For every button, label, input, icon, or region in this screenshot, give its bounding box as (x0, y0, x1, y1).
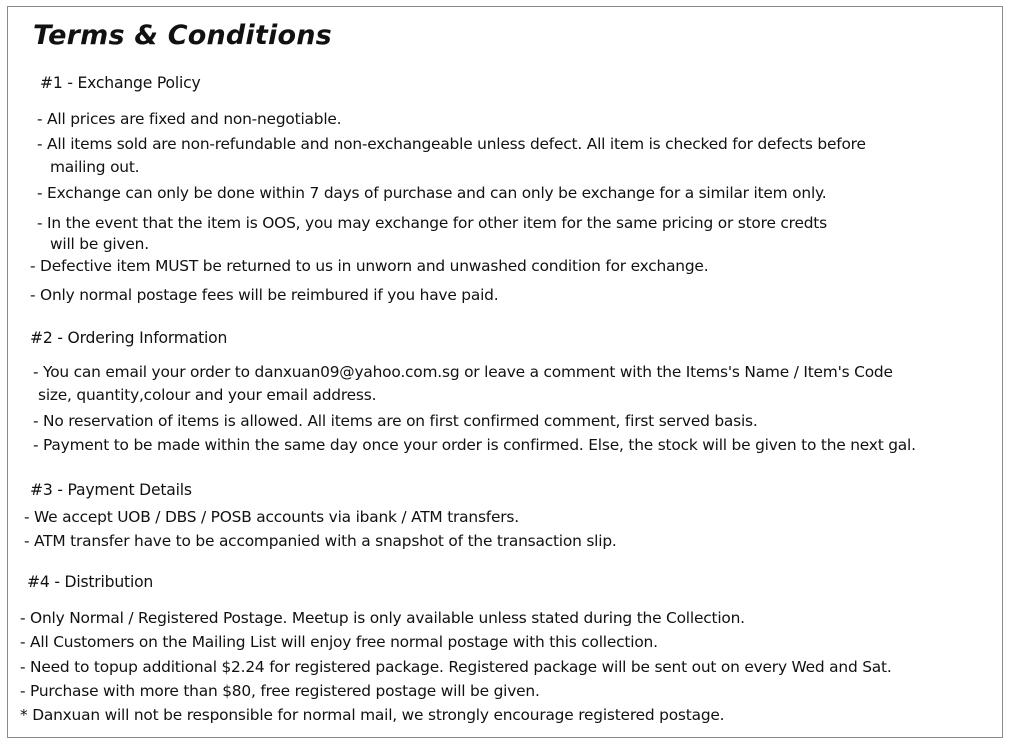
section-heading-distribution: #4 - Distribution (27, 573, 154, 591)
page-title: Terms & Conditions (33, 20, 332, 51)
ordering-line: - Payment to be made within the same day once your order is confirmed. Else, the stock will be given to the next gal. (33, 436, 916, 454)
section-heading-exchange-policy: #1 - Exchange Policy (40, 74, 201, 92)
payment-line: - We accept UOB / DBS / POSB accounts via ibank / ATM transfers. (24, 508, 519, 526)
policy-line: - All items sold are non-refundable and non-exchangeable unless defect. All item is checked for defects before (37, 135, 866, 153)
distribution-line: - All Customers on the Mailing List will enjoy free normal postage with this collection. (20, 633, 658, 651)
ordering-line: - You can email your order to danxuan09@yahoo.com.sg or leave a comment with the Items's Name / Item's Code (33, 363, 893, 381)
distribution-line: - Need to topup additional $2.24 for registered package. Registered package will be sent out on every Wed and Sat. (20, 658, 892, 676)
ordering-line: - No reservation of items is allowed. All items are on first confirmed comment, first served basis. (33, 412, 758, 430)
ordering-line-continuation: size, quantity,colour and your email address. (38, 386, 377, 404)
policy-line: - Only normal postage fees will be reimbured if you have paid. (30, 286, 499, 304)
distribution-note: * Danxuan will not be responsible for normal mail, we strongly encourage registered postage. (20, 706, 725, 724)
distribution-line: - Only Normal / Registered Postage. Meetup is only available unless stated during the Collection. (20, 609, 745, 627)
distribution-line: - Purchase with more than $80, free registered postage will be given. (20, 682, 540, 700)
policy-line-continuation: mailing out. (50, 158, 140, 176)
payment-line: - ATM transfer have to be accompanied with a snapshot of the transaction slip. (24, 532, 617, 550)
section-heading-payment-details: #3 - Payment Details (30, 481, 192, 499)
policy-line: - Defective item MUST be returned to us in unworn and unwashed condition for exchange. (30, 257, 709, 275)
policy-line: - Exchange can only be done within 7 days of purchase and can only be exchange for a similar item only. (37, 184, 827, 202)
policy-line-continuation: will be given. (50, 235, 149, 253)
policy-line: - In the event that the item is OOS, you may exchange for other item for the same pricing or store credts (37, 214, 827, 232)
policy-line: - All prices are fixed and non-negotiable. (37, 110, 342, 128)
section-heading-ordering-information: #2 - Ordering Information (30, 329, 228, 347)
